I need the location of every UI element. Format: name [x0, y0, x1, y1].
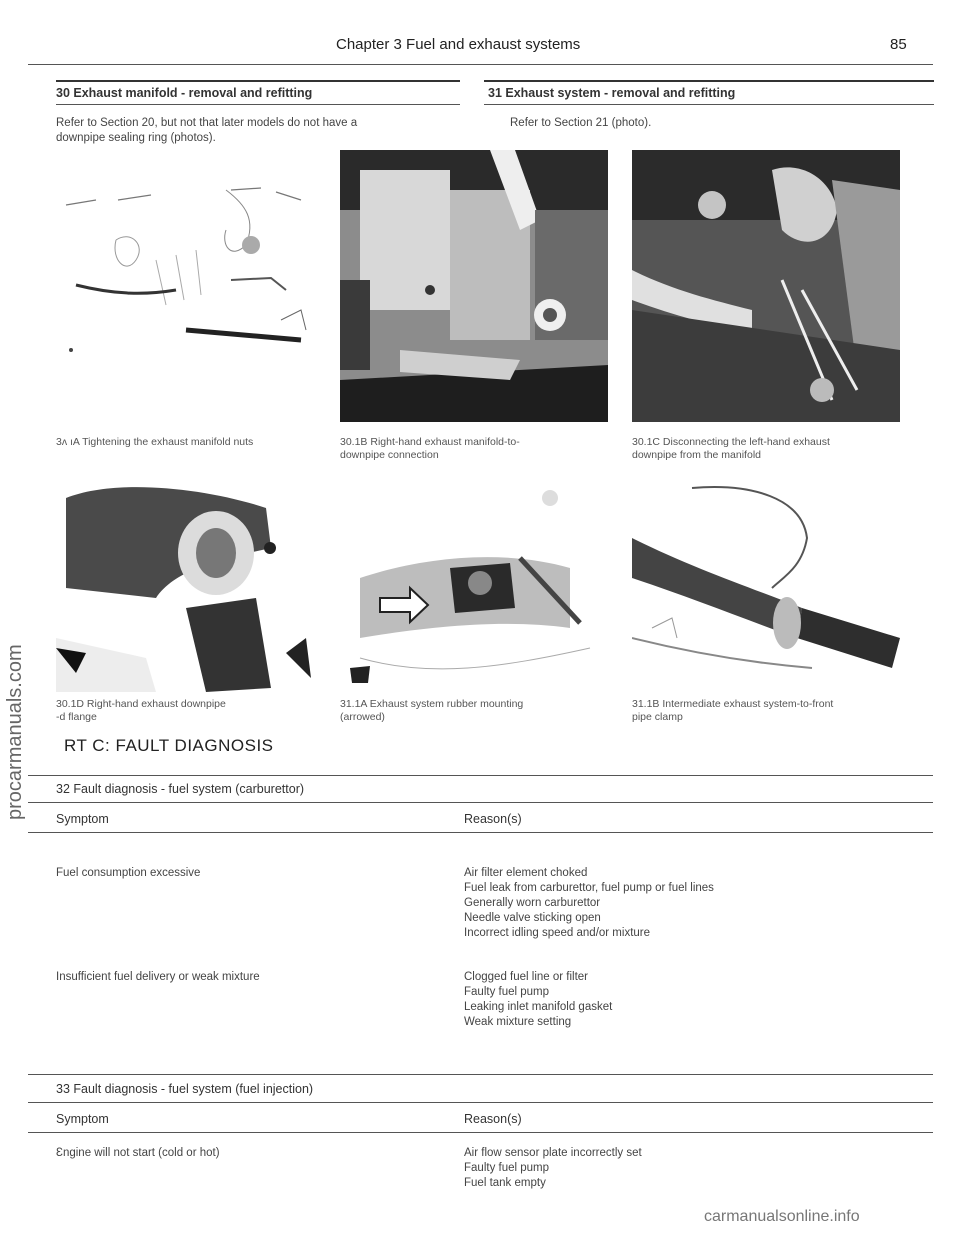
reason-item: Clogged fuel line or filter [464, 971, 589, 983]
photo-31-1b-caption [632, 698, 833, 724]
section32-heading-rule [28, 802, 933, 803]
caption-line: downpipe connection [340, 449, 439, 461]
section31-heading: 31 Exhaust system - removal and refitting [488, 86, 736, 100]
caption-line: pipe clamp [632, 711, 683, 723]
section32-reason-header: Reason(s) [464, 812, 522, 826]
section32-row2-reasons [464, 970, 612, 1030]
section30-bottom-rule [56, 104, 460, 105]
reason-item: Generally worn carburettor [464, 897, 601, 909]
page-number: 85 [890, 36, 907, 53]
section33-heading-rule [28, 1102, 933, 1103]
section32-table-rule [28, 832, 933, 833]
section31-top-rule [484, 80, 934, 82]
reason-item: Air flow sensor plate incorrectly set [464, 1147, 642, 1159]
section31-bottom-rule [484, 104, 934, 105]
photo-31-1a [340, 478, 608, 692]
reason-item: Fuel tank empty [464, 1177, 546, 1189]
section32-top-rule [28, 775, 933, 776]
section33-table-rule [28, 1132, 933, 1133]
section33-reason-header: Reason(s) [464, 1112, 522, 1126]
section30-text-line: Refer to Section 20, but not that later models do not have a [56, 117, 358, 129]
section30-text [56, 116, 357, 146]
left-downpipe-photo [632, 150, 900, 422]
section32-symptom-header: Symptom [56, 812, 109, 826]
reason-item: Faulty fuel pump [464, 986, 550, 998]
caption-line: 30.1B Right-hand exhaust manifold-to- [340, 436, 520, 448]
photo-30-1d-caption [56, 698, 226, 724]
caption-line: 3ʌ ıA Tightening the exhaust manifold nuts [56, 436, 254, 448]
section33-symptom-header: Symptom [56, 1112, 109, 1126]
exhaust-manifold-illustration [56, 150, 318, 422]
reason-item: Incorrect idling speed and/or mixture [464, 927, 651, 939]
rubber-mounting-photo [340, 478, 608, 692]
section32-row2-symptom: Insufficient fuel delivery or weak mixture [56, 971, 260, 983]
reason-item: Faulty fuel pump [464, 1162, 550, 1174]
section31-text: Refer to Section 21 (photo). [510, 117, 652, 129]
bottom-watermark: carmanualsonline.info [704, 1208, 860, 1225]
caption-line: (arrowed) [340, 711, 385, 723]
section32-row1-symptom: Fuel consumption excessive [56, 867, 201, 879]
section30-heading: 30 Exhaust manifold - removal and refitting [56, 86, 313, 100]
section30-text-line: downpipe sealing ring (photos). [56, 132, 216, 144]
photo-30-1c [632, 150, 900, 422]
section32-heading: 32 Fault diagnosis - fuel system (carburettor) [56, 782, 305, 796]
section33-top-rule [28, 1074, 933, 1075]
caption-line: downpipe from the manifold [632, 449, 761, 461]
photo-30-1b [340, 150, 608, 422]
section33-heading: 33 Fault diagnosis - fuel system (fuel injection) [56, 1082, 314, 1096]
downpipe-flange-photo [56, 478, 318, 692]
header-rule [28, 64, 933, 65]
downpipe-connection-photo [340, 150, 608, 422]
reason-item: Leaking inlet manifold gasket [464, 1001, 613, 1013]
reason-item: Weak mixture setting [464, 1016, 572, 1028]
reason-item: Fuel leak from carburettor, fuel pump or fuel lines [464, 882, 714, 894]
photo-31-1a-caption [340, 698, 523, 724]
photo-30-1c-caption [632, 436, 830, 462]
caption-line: 31.1A Exhaust system rubber mounting [340, 698, 524, 710]
chapter-title: Chapter 3 Fuel and exhaust systems [336, 36, 581, 53]
photo-30-1b-caption [340, 436, 520, 462]
section33-row1-reasons [464, 1146, 642, 1191]
caption-line: 31.1B Intermediate exhaust system-to-front [632, 698, 834, 710]
photo-30-1a-caption [56, 436, 253, 449]
reason-item: Needle valve sticking open [464, 912, 601, 924]
caption-line: 30.1C Disconnecting the left-hand exhaust [632, 436, 830, 448]
photo-30-1a [56, 150, 318, 422]
section30-top-rule [56, 80, 460, 82]
side-watermark: procarmanuals.com [4, 644, 26, 820]
photo-30-1d [56, 478, 318, 692]
section32-row1-reasons [464, 866, 714, 941]
part-heading: RT C: FAULT DIAGNOSIS [64, 736, 274, 755]
caption-line: -d flange [56, 711, 97, 723]
caption-line: 30.1D Right-hand exhaust downpipe [56, 698, 226, 710]
reason-item: Air filter element choked [464, 867, 588, 879]
pipe-clamp-photo [632, 478, 900, 692]
section33-row1-symptom: Ɛngine will not start (cold or hot) [56, 1147, 220, 1159]
photo-31-1b [632, 478, 900, 692]
